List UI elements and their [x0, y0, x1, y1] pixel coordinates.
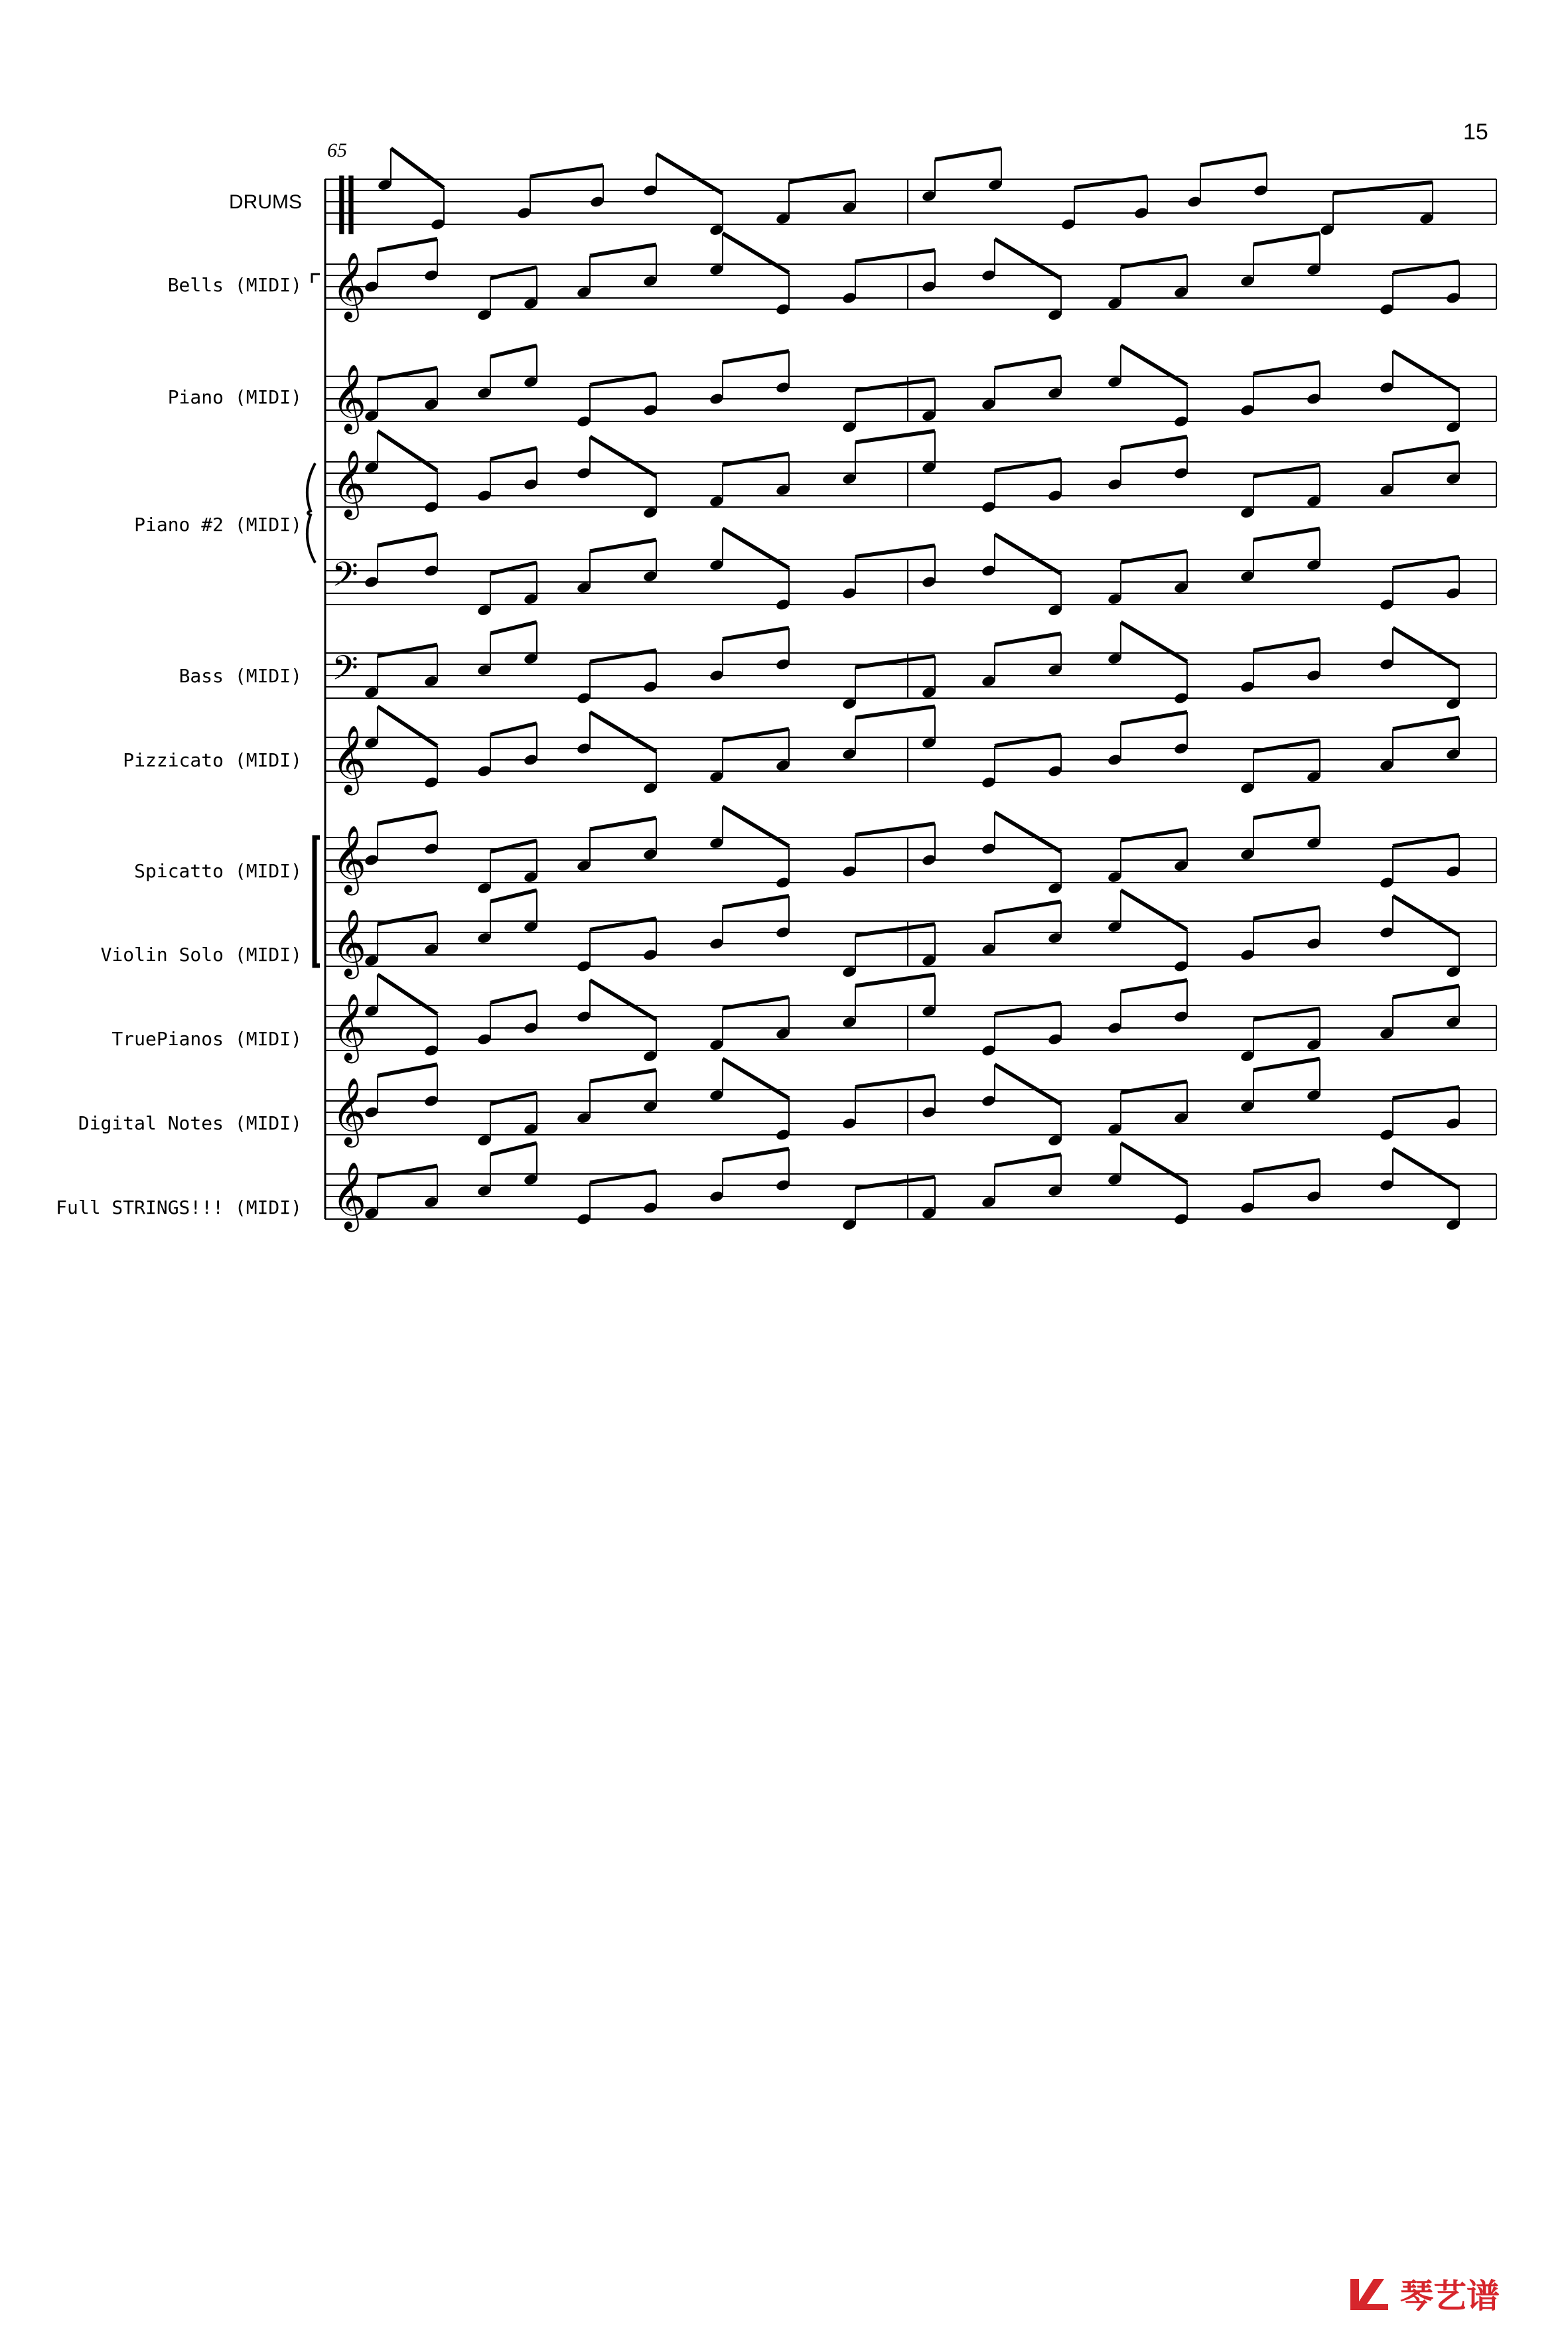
strings-bracket: [315, 837, 320, 966]
bells-brace: [312, 274, 320, 283]
note-beam: [855, 975, 935, 986]
note-beam: [1121, 437, 1187, 448]
note-beam: [855, 250, 935, 261]
note-beam: [490, 991, 537, 1003]
note-beam: [855, 431, 935, 443]
note-beam: [1121, 980, 1187, 991]
note-beam: [723, 628, 789, 639]
note-beam: [995, 534, 1061, 574]
note-beam: [1121, 712, 1187, 723]
grand-staff-brace: [307, 463, 315, 563]
note-beam: [935, 149, 1001, 160]
instrument-label-pizzicato: Pizzicato (MIDI): [123, 749, 302, 771]
note-beam: [723, 454, 789, 465]
note-beam: [855, 924, 935, 936]
note-beam: [378, 1064, 437, 1076]
note-beam: [1333, 182, 1433, 194]
note-beam: [1253, 529, 1320, 540]
note-beam: [1121, 891, 1187, 930]
note-beam: [1393, 896, 1459, 936]
note-beam: [1393, 351, 1459, 391]
note-beam: [995, 812, 1061, 852]
note-beam: [1253, 741, 1320, 752]
note-beam: [1121, 622, 1187, 662]
instrument-label-piano2: Piano #2 (MIDI): [134, 514, 302, 536]
note-beam: [378, 812, 437, 824]
note-beam: [1121, 346, 1187, 386]
treble-clef-icon: 𝄞: [332, 724, 367, 792]
note-beam: [490, 891, 537, 902]
note-beam: [995, 735, 1061, 746]
note-beam: [378, 534, 437, 546]
bass-clef-icon: 𝄢: [332, 554, 358, 603]
instrument-label-spicatto: Spicatto (MIDI): [134, 860, 302, 882]
note-beam: [378, 239, 437, 250]
note-beam: [855, 1076, 935, 1087]
note-beam: [1253, 807, 1320, 818]
note-beam: [1393, 986, 1459, 997]
note-beam: [590, 980, 656, 1020]
note-beam: [656, 154, 723, 194]
treble-clef-icon: 𝄞: [332, 824, 367, 893]
note-beam: [1393, 628, 1459, 668]
note-beam: [855, 546, 935, 557]
brand-logo: [1347, 2270, 1500, 2317]
note-beam: [391, 149, 444, 188]
logo-mark-icon: [1347, 2274, 1393, 2313]
note-beam: [490, 1143, 537, 1155]
note-beam: [1253, 362, 1320, 374]
note-beam: [723, 729, 789, 741]
note-beam: [490, 563, 537, 574]
note-beam: [378, 645, 437, 656]
note-beam: [995, 1003, 1061, 1014]
note-beam: [590, 1171, 656, 1183]
note-beam: [995, 357, 1061, 368]
note-beam: [1121, 256, 1187, 267]
note-beam: [723, 997, 789, 1009]
note-beam: [1253, 639, 1320, 650]
note-beam: [723, 807, 789, 847]
note-beam: [1253, 907, 1320, 918]
note-beam: [995, 1064, 1061, 1104]
instrument-label-bass: Bass (MIDI): [178, 665, 302, 687]
treble-clef-icon: 𝄞: [332, 251, 367, 319]
note-beam: [590, 918, 656, 930]
note-beam: [378, 707, 437, 747]
note-beam: [530, 165, 603, 177]
note-beam: [855, 1177, 935, 1189]
instrument-label-bells: Bells (MIDI): [167, 274, 302, 296]
treble-clef-icon: 𝄞: [332, 363, 367, 431]
note-beam: [1253, 465, 1320, 476]
note-beam: [490, 448, 537, 459]
logo-text: 琴艺谱: [1400, 2277, 1500, 2315]
note-beam: [590, 650, 656, 662]
note-beam: [995, 902, 1061, 913]
note-beam: [1253, 1059, 1320, 1070]
note-beam: [1253, 1160, 1320, 1171]
note-beam: [1121, 830, 1187, 841]
note-beam: [1393, 261, 1459, 273]
note-beam: [1253, 234, 1320, 245]
note-beam: [855, 707, 935, 718]
instrument-label-violin: Violin Solo (MIDI): [100, 944, 302, 966]
note-beam: [490, 841, 537, 852]
note-beam: [723, 529, 789, 569]
bass-clef-icon: 𝄢: [332, 648, 358, 696]
note-beam: [590, 540, 656, 551]
note-beam: [1121, 1143, 1187, 1183]
note-beam: [723, 234, 789, 273]
note-beam: [1121, 1082, 1187, 1093]
note-beam: [490, 622, 537, 634]
note-beam: [1121, 551, 1187, 563]
treble-clef-icon: 𝄞: [332, 908, 367, 976]
note-beam: [590, 374, 656, 385]
note-beam: [590, 712, 656, 752]
note-beam: [855, 656, 935, 668]
note-beam: [490, 267, 537, 279]
treble-clef-icon: 𝄞: [332, 1161, 367, 1229]
note-beam: [1393, 557, 1459, 568]
note-beam: [1393, 443, 1459, 454]
note-beam: [995, 634, 1061, 645]
note-beam: [490, 1093, 537, 1104]
treble-clef-icon: 𝄞: [332, 1076, 367, 1145]
instrument-label-truepianos: TruePianos (MIDI): [111, 1028, 302, 1050]
note-beam: [490, 723, 537, 735]
note-beam: [1074, 177, 1147, 188]
note-beam: [723, 1149, 789, 1160]
instrument-label-digital: Digital Notes (MIDI): [78, 1112, 302, 1134]
note-beam: [1253, 1009, 1320, 1020]
note-beam: [1393, 835, 1459, 846]
note-beam: [1393, 1087, 1459, 1098]
instrument-label-fullstrings: Full STRINGS!!! (MIDI): [56, 1197, 302, 1218]
note-beam: [378, 431, 437, 471]
note-beam: [378, 368, 437, 380]
note-beam: [995, 239, 1061, 279]
note-beam: [855, 824, 935, 835]
note-beam: [723, 1059, 789, 1099]
instrument-label-piano: Piano (MIDI): [167, 386, 302, 408]
note-beam: [995, 459, 1061, 471]
page-number: 15: [1463, 119, 1488, 145]
note-beam: [995, 1155, 1061, 1166]
note-beam: [590, 245, 656, 256]
note-beam: [490, 346, 537, 357]
note-beam: [855, 380, 935, 391]
note-beam: [723, 351, 789, 362]
note-beam: [590, 437, 656, 476]
note-beam: [590, 1070, 656, 1082]
note-beam: [590, 818, 656, 830]
note-beam: [1393, 718, 1459, 729]
note-beam: [1200, 154, 1267, 165]
treble-clef-icon: 𝄞: [332, 992, 367, 1060]
note-beam: [723, 896, 789, 907]
note-beam: [378, 913, 437, 924]
note-beam: [378, 975, 437, 1015]
note-beam: [378, 1166, 437, 1177]
note-beam: [789, 171, 855, 182]
percussion-clef-icon: ‖: [332, 166, 361, 234]
measure-number: 65: [327, 139, 347, 161]
treble-clef-icon: 𝄞: [332, 449, 367, 517]
note-beam: [1393, 1149, 1459, 1189]
instrument-label-drums: DRUMS: [229, 191, 302, 213]
